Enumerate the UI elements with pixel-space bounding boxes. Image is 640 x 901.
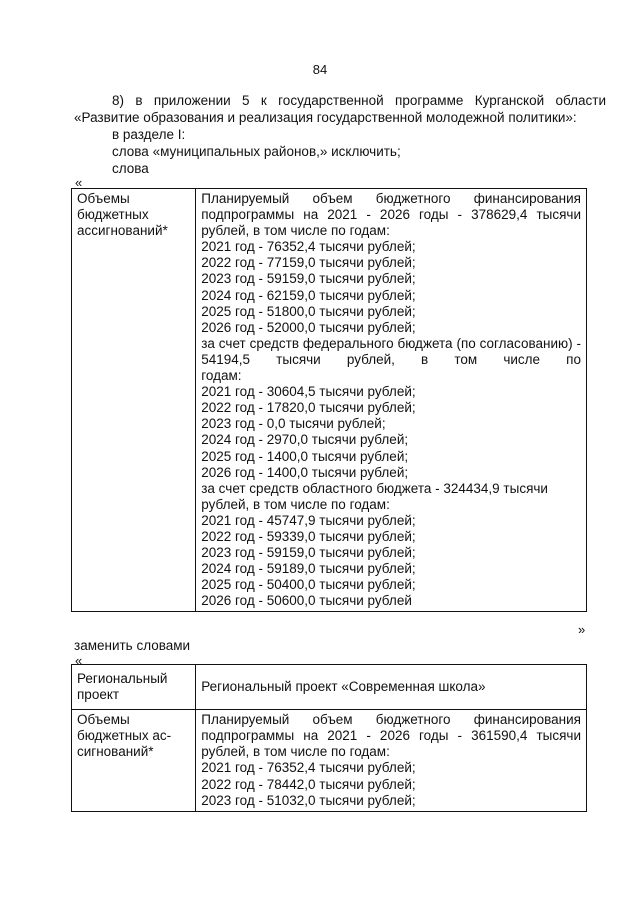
budget-line: рублей, в том числе по годам: [201, 744, 390, 760]
budget-line: годам: [201, 368, 242, 384]
budget-line: 2024 год - 62159,0 тысячи рублей; [201, 287, 416, 303]
federal-budget-text: за счет средств федерального бюджета (по согласованию) - 54194,5 тысячи рублей, в том числе по [201, 335, 581, 367]
budget-line: 2021 год - 30604,5 тысячи рублей; [201, 384, 416, 400]
budget-line: 2026 год - 52000,0 тысячи рублей; [201, 319, 416, 335]
budget-total-text: Планируемый объем бюджетного финансирования подпрограммы на 2021 - 2026 годы - 378629,4 тысячи [201, 191, 581, 223]
budget-line: 2026 год - 50600,0 тысячи рублей [201, 593, 412, 609]
budget-line: 2022 год - 78442,0 тысячи рублей; [201, 776, 416, 792]
budget-line: рублей, в том числе по годам: [201, 223, 390, 239]
budget-label-cell [72, 189, 196, 612]
budget-line: 2022 год - 17820,0 тысячи рублей; [201, 400, 416, 416]
project-label-line: проект [77, 687, 120, 703]
budget-line: 2025 год - 51800,0 тысячи рублей; [201, 303, 416, 319]
budget-line: рублей, в том числе по годам: [201, 496, 390, 512]
budget-value-cell [196, 710, 587, 812]
open-quote-2: « [75, 653, 83, 668]
page-number: 84 [312, 62, 328, 77]
budget-line: 2021 год - 76352,4 тысячи рублей; [201, 239, 416, 255]
intro-line-2: «Развитие образования и реализация государственной молодежной политики»: [74, 110, 577, 125]
intro-line-3: в разделе I: [112, 127, 186, 142]
budget-line: 2021 год - 76352,4 тысячи рублей; [201, 760, 416, 776]
project-name: Региональный проект «Современная школа» [201, 679, 486, 695]
replace-text: заменить словами [74, 638, 191, 653]
open-quote-1: « [75, 175, 83, 190]
table-row [72, 665, 587, 710]
project-label-cell [72, 665, 196, 710]
intro-line-1: 8) в приложении 5 к государственной программе Курганской области [112, 93, 606, 108]
budget-line: 2021 год - 45747,9 тысячи рублей; [201, 512, 416, 528]
project-label-line: Региональный [77, 671, 168, 686]
budget-line: 2023 год - 51032,0 тысячи рублей; [201, 792, 416, 808]
budget-label-line: бюджетных [77, 207, 149, 223]
budget-label-cell [72, 710, 196, 812]
budget-label-line: бюджетных ас- [77, 728, 172, 744]
budget-line: 2025 год - 50400,0 тысячи рублей; [201, 577, 416, 593]
budget-label-line: Объемы [77, 712, 130, 728]
budget-line: 2023 год - 59159,0 тысячи рублей; [201, 545, 416, 561]
budget-line: 2026 год - 1400,0 тысячи рублей; [201, 464, 409, 480]
budget-line: 2025 год - 1400,0 тысячи рублей; [201, 448, 409, 464]
table-row [72, 189, 587, 612]
intro-line-4: слова «муниципальных районов,» исключить; [112, 144, 401, 159]
project-value-cell [196, 665, 587, 710]
budget-line: 2022 год - 59339,0 тысячи рублей; [201, 528, 416, 544]
close-quote-1: » [578, 622, 586, 637]
budget-line: 2023 год - 59159,0 тысячи рублей; [201, 271, 416, 287]
budget-label-line: ассигнований* [77, 223, 168, 239]
table-row [72, 710, 587, 812]
budget-line: 2022 год - 77159,0 тысячи рублей; [201, 255, 416, 271]
intro-line-5: слова [112, 161, 149, 176]
budget-line: 2024 год - 2970,0 тысячи рублей; [201, 432, 409, 448]
budget-value-cell [196, 189, 587, 612]
old-text-table [71, 188, 587, 612]
budget-line: за счет средств областного бюджета - 324434,9 тысячи [201, 480, 548, 496]
budget-line: 2023 год - 0,0 тысячи рублей; [201, 416, 386, 432]
budget-label-line: Объемы [77, 191, 130, 206]
budget-total-text: Планируемый объем бюджетного финансирования подпрограммы на 2021 - 2026 годы - 361590,4 тысячи [201, 712, 581, 744]
budget-label-line: сигнований* [77, 744, 154, 760]
budget-line: 2024 год - 59189,0 тысячи рублей; [201, 561, 416, 577]
new-text-table [71, 664, 587, 812]
